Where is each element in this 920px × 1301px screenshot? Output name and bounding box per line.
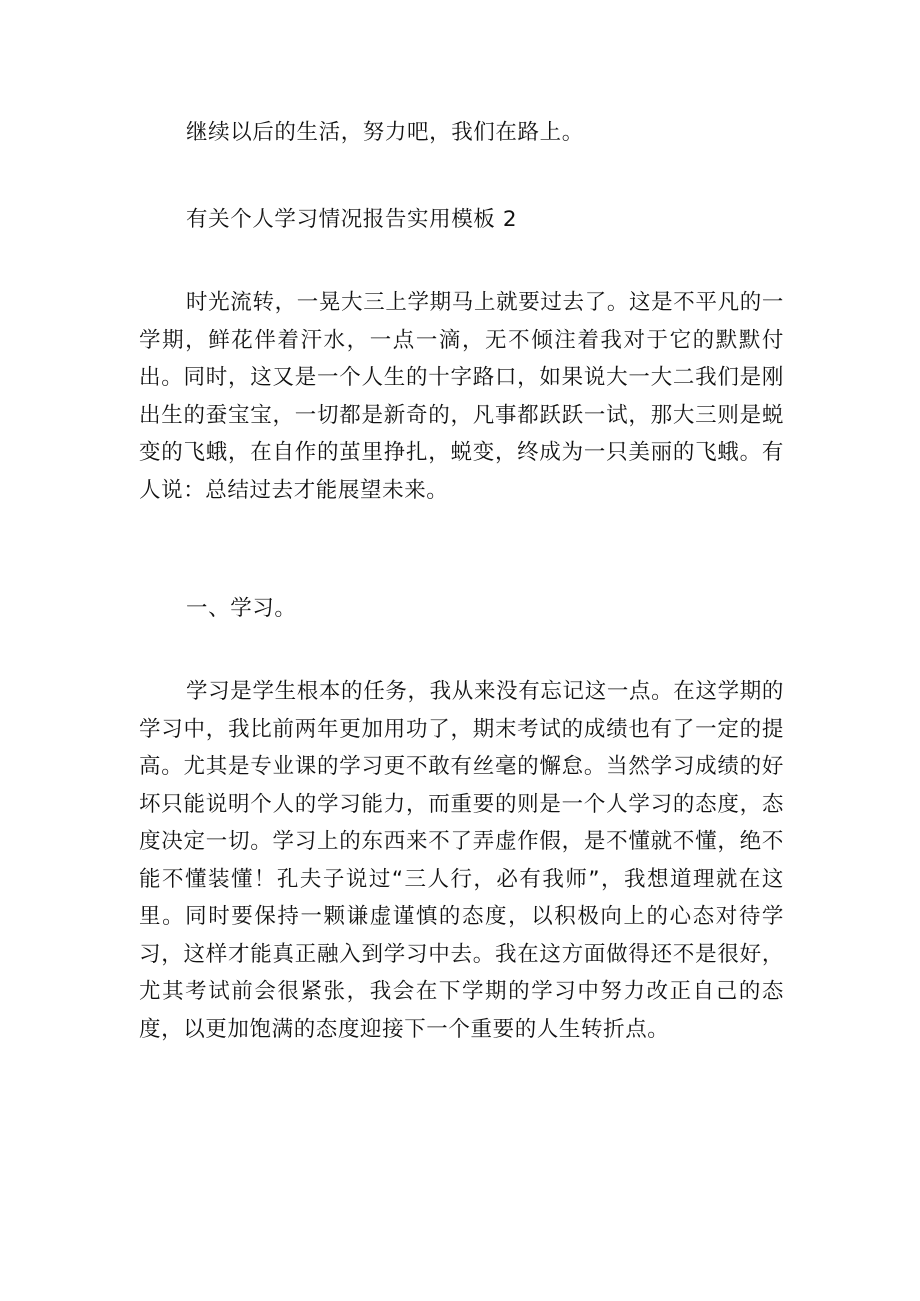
study-paragraph: 学习是学生根本的任务，我从来没有忘记这一点。在这学期的学习中，我比前两年更加用功了，期末考试的成绩也有了一定的提高。尤其是专业课的学习更不敢有丝毫的懈怠。当然学习成绩的好坏只能说明个人的学习能力，而重要的则是一个人学习的态度，态度决定一切。学习上的东西来不了弄虚作假，是不懂就不懂，绝不能不懂装懂！孔夫子说过“三人行，必有我师”，我想道理就在这里。同时要保持一颗谦虚谨慎的态度，以积极向上的心态对待学习，这样才能真正融入到学习中去。我在这方面做得还不是很好，尤其考试前会很紧张，我会在下学期的学习中努力改正自己的态度，以更加饱满的态度迎接下一个重要的人生转折点。 <box>139 679 784 1042</box>
section-title: 一、学习。 <box>186 596 297 621</box>
section-heading: 有关个人学习情况报告实用模板 2 <box>186 207 518 232</box>
intro-paragraph: 时光流转，一晃大三上学期马上就要过去了。这是不平凡的一学期，鲜花伴着汗水，一点一滴，无不倾注着我对于它的默默付出。同时，这又是一个人生的十字路口，如果说大一大二我们是刚出生的蚕宝宝，一切都是新奇的，凡事都跃跃一试，那大三则是蜕变的飞蛾，在自作的茧里挣扎，蜕变，终成为一只美丽的飞蛾。有人说：总结过去才能展望未来。 <box>139 290 784 503</box>
closing-line: 继续以后的生活，努力吧，我们在路上。 <box>186 120 584 145</box>
